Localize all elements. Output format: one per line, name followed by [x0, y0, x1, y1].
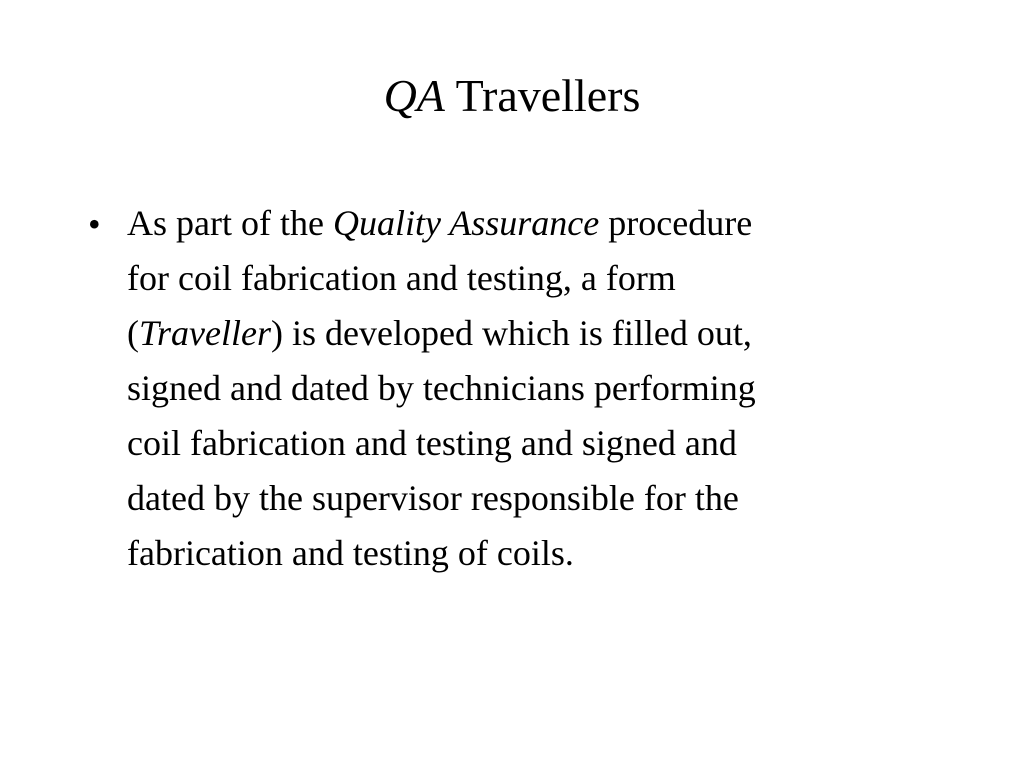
text-run: signed and dated by technicians performing — [127, 368, 756, 408]
text-run: coil fabrication and testing and signed and — [127, 423, 737, 463]
bullet-icon: • — [88, 204, 101, 244]
title-italic-part: QA — [383, 70, 445, 121]
text-run: ( — [127, 313, 139, 353]
slide-title — [0, 66, 1024, 126]
text-run: fabrication and testing of coils. — [127, 533, 574, 573]
text-line — [127, 361, 967, 416]
title-rest: Travellers — [444, 70, 641, 121]
text-run: As part of the — [127, 203, 333, 243]
text-line — [127, 471, 967, 526]
text-line — [127, 526, 967, 581]
text-run: procedure — [599, 203, 753, 243]
text-run: for coil fabrication and testing, a form — [127, 258, 676, 298]
text-line — [127, 251, 967, 306]
text-run: ) is developed which is filled out, — [271, 313, 752, 353]
text-line — [127, 416, 967, 471]
text-line — [127, 196, 967, 251]
text-line — [127, 306, 967, 361]
text-run-italic: Traveller — [139, 313, 271, 353]
bullet-text — [127, 196, 967, 581]
text-run-italic: Quality Assurance — [332, 203, 600, 243]
text-run: dated by the supervisor responsible for the — [127, 478, 739, 518]
